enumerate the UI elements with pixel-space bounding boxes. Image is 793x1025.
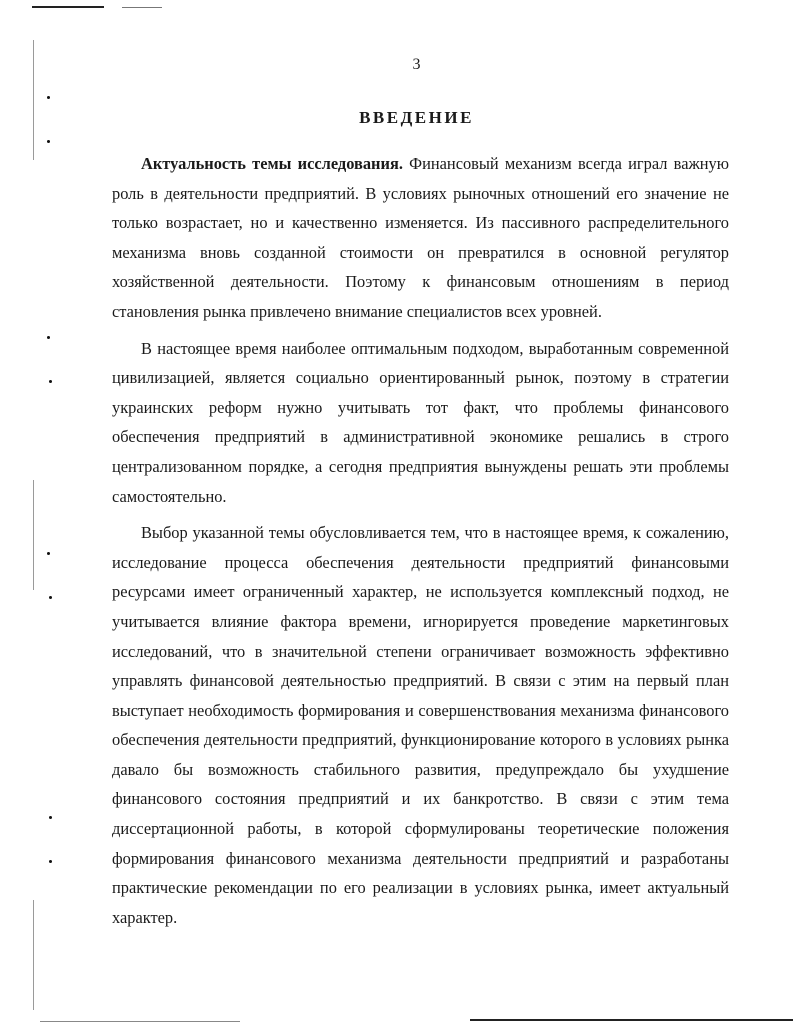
scan-border-top: [32, 6, 104, 8]
binding-hole-mark: [47, 336, 50, 339]
document-body: [112, 149, 729, 939]
paragraph-market: В настоящее время наиболее оптимальным подходом, выработанным современной цивилизацией, является социально ориентированный рынок, поэтому в стратегии украинских реформ нужно учитывать тот факт, что проблемы финансового обеспечения предприятий в административной экономике решались в строго централизованном порядке, а сегодня предприятия вынуждены решать эти проблемы самостоятельно.: [112, 338, 729, 506]
scan-border-bottom: [470, 1019, 793, 1021]
binding-hole-mark: [49, 860, 52, 863]
binding-hole-mark: [47, 96, 50, 99]
paragraph-lead: Актуальность темы исследования.: [141, 154, 403, 173]
paragraph-topic-choice: Выбор указанной темы обусловливается тем, что в настоящее время, к сожалению, исследование процесса обеспечения деятельности предприятий финансовыми ресурсами имеет ограниченный характер, не используется комплексный подход, не учитывается влияние фактора времени, игнорируется проведение маркетинговых исследований, что в значительной степени ограничивает возможность эффективно управлять финансовой деятельностью предприятий. В связи с этим на первый план выступает необходимость формирования и совершенствования механизма финансового обеспечения деятельности предприятий, функционирование которого в условиях рынка давало бы возможность стабильного развития, предупреждало бы ухудшение финансового состояния предприятий и их банкротство. В связи с этим тема диссертационной работы, в которой сформулированы теоретические положения формирования финансового механизма деятельности предприятий и разработаны практические рекомендации по его реализации в условиях рынка, имеет актуальный характер.: [112, 523, 729, 927]
binding-hole-mark: [49, 816, 52, 819]
binding-hole-mark: [49, 596, 52, 599]
paragraph-relevance: [112, 149, 729, 327]
binding-hole-mark: [47, 552, 50, 555]
scan-border-top-short: [122, 7, 162, 8]
binding-hole-mark: [49, 380, 52, 383]
scan-left-edge: [33, 480, 34, 590]
page-title: ВВЕДЕНИЕ: [359, 108, 474, 127]
scan-border-bottom-short: [40, 1021, 240, 1022]
paragraph-text: Финансовый механизм всегда играл важную роль в деятельности предприятий. В условиях рыночных отношений его значение не только возрастает, но и качественно изменяется. Из пассивного распределительного механизма вновь созданной стоимости он превратился в основной регулятор хозяйственной деятельности. Поэтому к финансовым отношениям в период становления рынка привлечено внимание специалистов всех уровней.: [112, 154, 730, 321]
binding-hole-mark: [47, 140, 50, 143]
scan-left-edge: [33, 900, 34, 1010]
page-number: 3: [412, 56, 421, 73]
